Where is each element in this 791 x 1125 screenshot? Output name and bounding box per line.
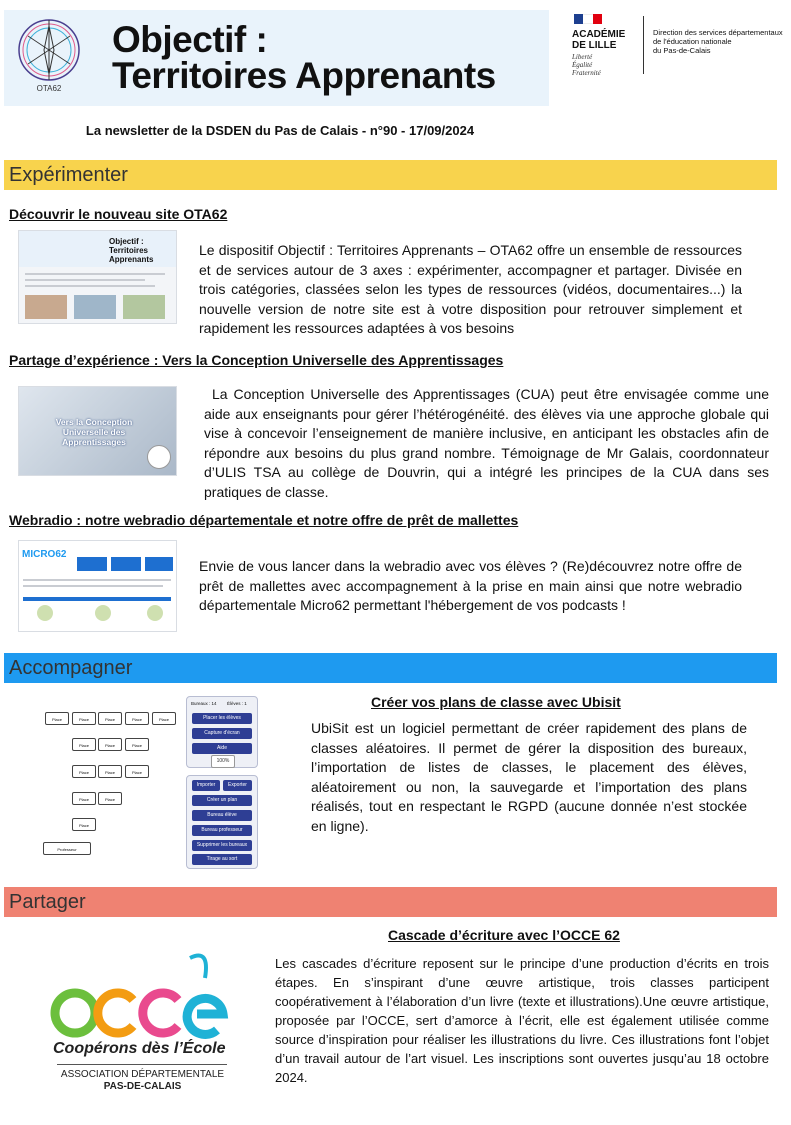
section-partager: Partager (4, 887, 777, 917)
import-button[interactable]: Importer (192, 780, 220, 791)
section-experimenter: Expérimenter (4, 160, 777, 190)
article-title-site[interactable]: Découvrir le nouveau site OTA62 (9, 206, 228, 222)
article-text-site: Le dispositif Objectif : Territoires Apprenants – OTA62 offre un ensemble de ressources et de services autour de 3 axes : expérimenter, accompagner et partager. Divisée en trois catégories, classées selon les types de ressources (vidéos, documentaires...) la nouvelle version de notre site est à votre disposition pour retrouver simplement et rapidement les ressources adaptées à vos besoins (199, 242, 742, 336)
thumb-line (25, 285, 155, 287)
seat: Place (72, 738, 96, 751)
seat: Place (98, 765, 122, 778)
seat: Place (98, 792, 122, 805)
newsletter-subtitle: La newsletter de la DSDEN du Pas de Calais - n°90 - 17/09/2024 (85, 123, 475, 138)
panel-label-bureaux: Bureaux : 14 (191, 701, 217, 706)
webradio-thumbnail[interactable] (18, 540, 177, 632)
supprimer-bureaux-button[interactable]: Supprimer les bureaux (192, 840, 252, 851)
seat: Place (152, 712, 176, 725)
thumb-circle (37, 605, 53, 621)
occe-divider (57, 1064, 227, 1065)
article-text-occe: Les cascades d’écriture reposent sur le principe d’une production d’écrits en trois étapes. En s’inspirant d’une œuvre artistique, trois classes participent coopérativement à l’élaboration d’un livre (texte et illustrations).Une œuvre artistique, proposée par l’OCCE, sert d’amorce à l’écrit, elle est également utilisée comme source d’inspiration pour réaliser les illustrations du livre. Ces illustrations font l’objet d’un travail autour de l’art visuel. Les inscriptions sont ouvertes jusqu’au 18 octobre 2024. (275, 956, 769, 1085)
seat: Place (98, 738, 122, 751)
academie-name-2: DE LILLE (572, 40, 617, 51)
seat: Place (45, 712, 69, 725)
academie-name-1: ACADÉMIE (572, 29, 626, 40)
thumb-image (74, 295, 116, 319)
french-flag-icon (574, 14, 602, 24)
cua-thumbnail[interactable] (18, 386, 177, 476)
thumb-block (145, 557, 173, 571)
thumb-line (25, 279, 145, 281)
occe-rings-icon (45, 948, 235, 1043)
article-title-ubisit[interactable]: Créer vos plans de classe avec Ubisit (371, 694, 621, 710)
svg-text:OTA62: OTA62 (36, 84, 62, 93)
banner-title-line2: Territoires Apprenants (112, 55, 496, 96)
occe-tagline: Coopérons dès l’École (53, 1040, 226, 1057)
occe-assoc: ASSOCIATION DÉPARTEMENTALE (60, 1069, 225, 1080)
bureau-prof-button[interactable]: Bureau professeur (192, 825, 252, 836)
capture-button[interactable]: Capture d'écran (192, 728, 252, 739)
cua-thumb-caption (39, 417, 149, 447)
article-title-occe[interactable]: Cascade d’écriture avec l’OCCE 62 (388, 927, 620, 943)
thumb-bar (23, 597, 171, 601)
direction-1: Direction des services départementaux (653, 28, 783, 37)
cua-thumb-caption-1: Vers la Conception (55, 417, 133, 427)
motto-3: Fraternité (572, 69, 601, 77)
thumb-circle (147, 605, 163, 621)
ubisit-panel-bottom (186, 775, 258, 869)
thumb-block (77, 557, 107, 571)
panel-label-eleves: Élèves : 1 (227, 701, 247, 706)
thumb-image (123, 295, 165, 319)
section-accompagner: Accompagner (4, 653, 777, 683)
article-text-cua: La Conception Universelle des Apprentissages (CUA) peut être envisagée comme une aide aux enseignants pour gérer l’hétérogénéité. des élèves via une approche globale qui vise à concevoir l’enseignement de manière inclusive, en anticipant les obstacles afin de répondre aux besoins du plus grand nombre. Témoignage de Mr Galais, coordonnateur d’ULIS TSA au collège de Douvrin, qui a intégré les principes de la CUA dans ses pratiques de classe. (204, 386, 769, 500)
placer-eleves-button[interactable]: Placer les élèves (192, 713, 252, 724)
micro62-logo: MICRO62 (22, 549, 67, 560)
bureau-eleve-button[interactable]: Bureau élève (192, 810, 252, 821)
ubisit-panel-top (186, 696, 258, 768)
article-title-cua[interactable]: Partage d’expérience : Vers la Conception Universelle des Apprentissages (9, 352, 504, 368)
thumb-image (25, 295, 67, 319)
banner-title (112, 19, 496, 96)
thumb-logo-icon (147, 445, 171, 469)
seat: Place (72, 765, 96, 778)
tirage-sort-button[interactable]: Tirage au sort (192, 854, 252, 865)
seat: Place (125, 738, 149, 751)
occe-logo-word (45, 946, 47, 947)
thumb-line (25, 273, 165, 275)
seat: Place (98, 712, 122, 725)
thumb-block (111, 557, 141, 571)
zoom-value: 100% (211, 755, 235, 768)
direction-2: de l'éducation nationale (653, 37, 732, 46)
motto-1: Liberté (572, 53, 593, 61)
seat: Place (72, 712, 96, 725)
seat: Place (72, 792, 96, 805)
article-text-webradio: Envie de vous lancer dans la webradio avec vos élèves ? (Re)découvrez notre offre de prêt de mallettes avec accompagnement à la prise en main ainsi que notre webradio départementale Micro62 permettant l'hébergement de vos podcasts ! (199, 558, 742, 613)
thumb-circle (95, 605, 111, 621)
teacher-desk: Professeur (43, 842, 91, 855)
article-title-webradio[interactable]: Webradio : notre webradio départementale et notre offre de prêt de mallettes (9, 512, 519, 528)
occe-dept: PAS-DE-CALAIS (103, 1081, 182, 1092)
creer-plan-button[interactable]: Créer un plan (192, 795, 252, 806)
thumb-line (23, 579, 171, 581)
ubisit-seating-plan (40, 700, 185, 860)
seat: Place (125, 765, 149, 778)
seat: Place (72, 818, 96, 831)
thumb-line (23, 585, 163, 587)
academie-logo (572, 14, 791, 84)
aide-button[interactable]: Aide (192, 743, 252, 754)
occe-logo (45, 948, 235, 1103)
logo-divider (643, 16, 644, 74)
thumb-title: Objectif : Territoires Apprenants (109, 237, 154, 264)
banner-title-line1: Objectif : (112, 19, 268, 60)
article-text-ubisit: UbiSit est un logiciel permettant de créer rapidement des plans de classes aléatoires. Il permet de gérer la disposition des bureaux, l’importation de listes de classes, le placement des élèves, aléatoirement ou non, la sauvegarde et l’importation des plans réalisés, tout en respectant le RGPD (aucune donnée n’est stockée en ligne). (311, 720, 747, 834)
export-button[interactable]: Exporter (223, 780, 252, 791)
site-thumbnail[interactable] (18, 230, 177, 324)
seat: Place (125, 712, 149, 725)
cua-thumb-caption-2: Universelle des Apprentissages (62, 427, 126, 447)
ota62-logo (14, 14, 84, 94)
motto-2: Égalité (572, 61, 593, 69)
direction-3: du Pas-de-Calais (653, 46, 711, 55)
